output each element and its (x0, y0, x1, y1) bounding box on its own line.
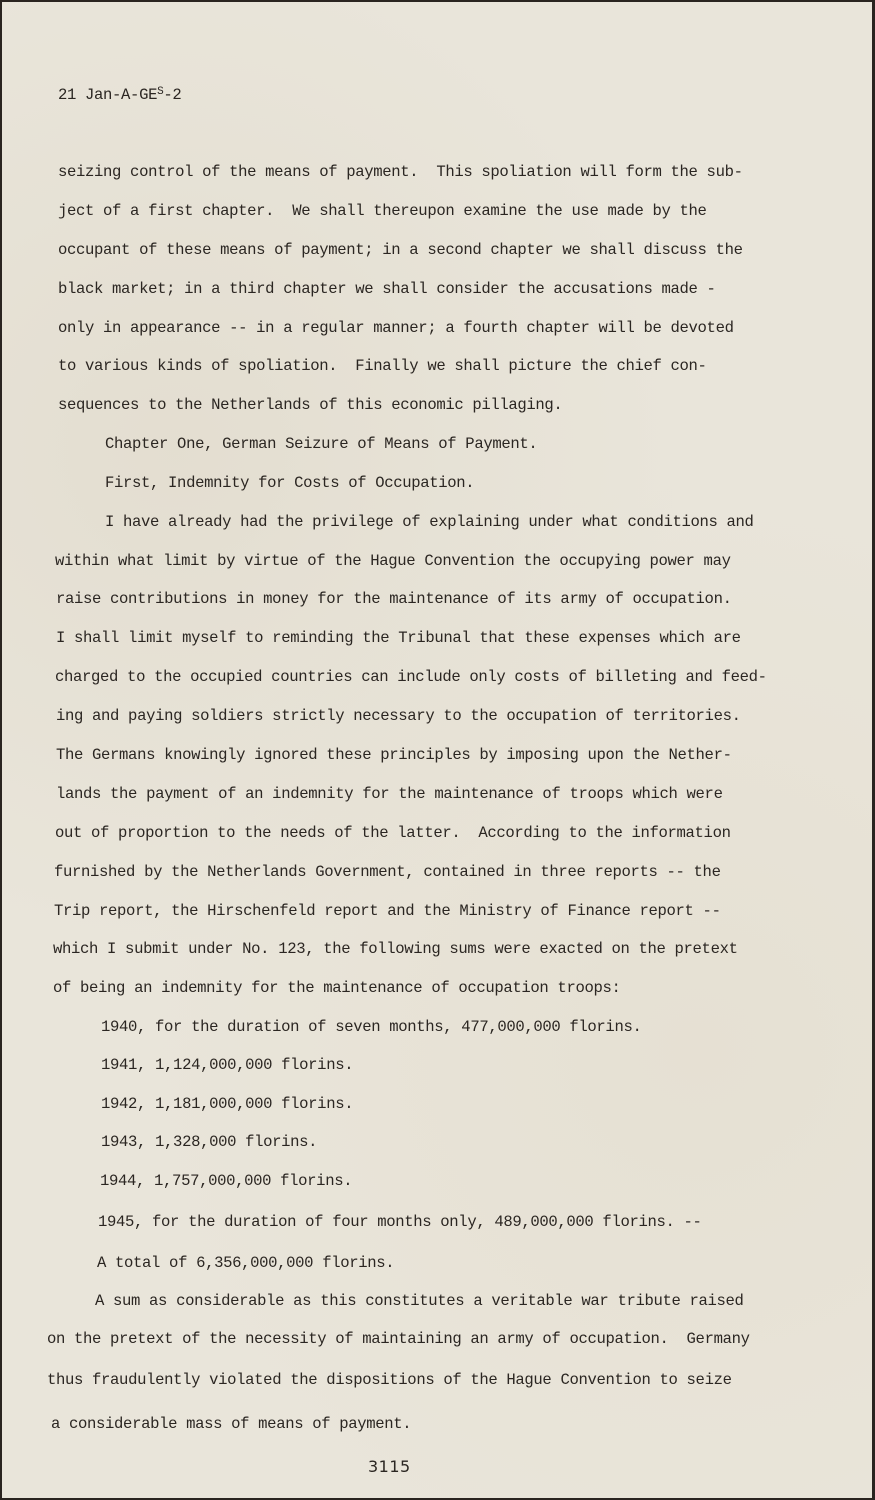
text-line: 1944, 1,757,000,000 florins. (100, 1172, 353, 1190)
text-line: out of proportion to the needs of the latter. According to the information (55, 824, 731, 842)
header-id-superscript: S (157, 86, 164, 98)
text-line: sequences to the Netherlands of this economic pillaging. (58, 396, 563, 414)
text-line: Chapter One, German Seizure of Means of Payment. (105, 435, 538, 453)
text-line: of being an indemnity for the maintenance of occupation troops: (53, 979, 621, 997)
text-line: 1943, 1,328,000 florins. (101, 1133, 318, 1151)
text-line: to various kinds of spoliation. Finally we shall picture the chief con- (58, 357, 707, 375)
text-line: Trip report, the Hirschenfeld report and the Ministry of Finance report -- (54, 902, 721, 920)
text-line: black market; in a third chapter we shall consider the accusations made - (58, 280, 716, 298)
text-line: 1945, for the duration of four months only, 489,000,000 florins. -- (98, 1213, 702, 1231)
text-line: seizing control of the means of payment. This spoliation will form the sub- (58, 163, 743, 181)
text-line: I have already had the privilege of explaining under what conditions and (105, 513, 754, 531)
text-line: I shall limit myself to reminding the Tribunal that these expenses which are (56, 629, 741, 647)
text-line: 1941, 1,124,000,000 florins. (101, 1056, 354, 1074)
text-line: ject of a first chapter. We shall thereupon examine the use made by the (58, 202, 707, 220)
text-line: lands the payment of an indemnity for the maintenance of troops which were (56, 785, 723, 803)
text-line: 1942, 1,181,000,000 florins. (101, 1095, 354, 1113)
page-number: 3115 (368, 1457, 411, 1476)
text-line: ing and paying soldiers strictly necessary to the occupation of territories. (56, 707, 741, 725)
text-line: on the pretext of the necessity of maintaining an army of occupation. Germany (47, 1330, 750, 1348)
text-line: furnished by the Netherlands Government, contained in three reports -- the (54, 863, 721, 881)
text-line: occupant of these means of payment; in a second chapter we shall discuss the (58, 241, 743, 259)
text-line: thus fraudulently violated the dispositions of the Hague Convention to seize (47, 1371, 732, 1389)
text-line: A total of 6,356,000,000 florins. (97, 1254, 395, 1272)
text-line: only in appearance -- in a regular manner; a fourth chapter will be devoted (58, 319, 734, 337)
text-line: which I submit under No. 123, the following sums were exacted on the pretext (53, 940, 738, 958)
text-line: within what limit by virtue of the Hague Convention the occupying power may (55, 552, 731, 570)
header-id-suffix: -2 (163, 86, 182, 104)
document-header-id (58, 82, 181, 105)
text-line: 1940, for the duration of seven months, 477,000,000 florins. (101, 1018, 642, 1036)
text-line: A sum as considerable as this constitutes a veritable war tribute raised (95, 1292, 744, 1310)
text-line: The Germans knowingly ignored these principles by imposing upon the Nether- (56, 746, 732, 764)
header-id-prefix: 21 Jan-A-GE (58, 86, 158, 104)
text-line: charged to the occupied countries can include only costs of billeting and feed- (55, 668, 767, 686)
text-line: raise contributions in money for the maintenance of its army of occupation. (56, 590, 732, 608)
document-page (2, 2, 872, 1498)
text-line: a considerable mass of means of payment. (51, 1415, 412, 1433)
text-line: First, Indemnity for Costs of Occupation. (105, 474, 475, 492)
